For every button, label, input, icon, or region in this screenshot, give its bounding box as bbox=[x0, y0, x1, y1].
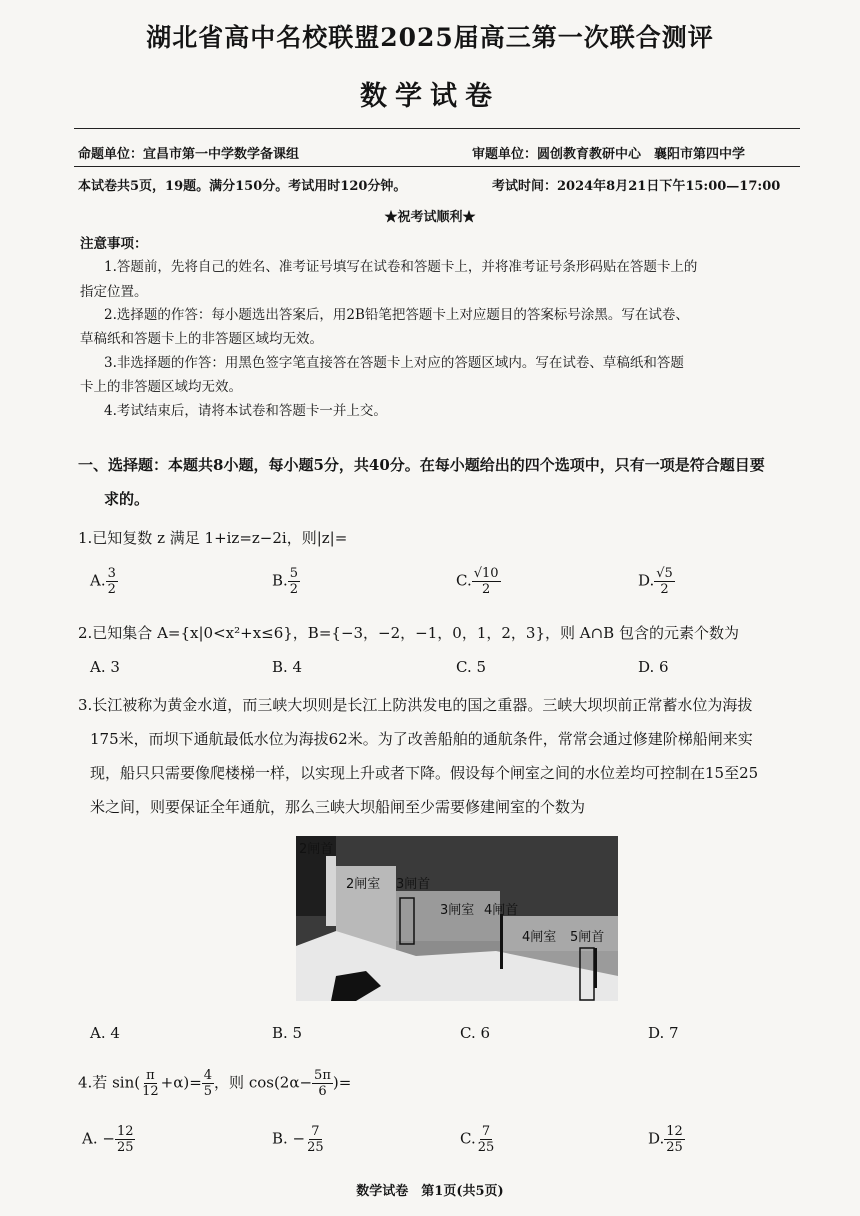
q3-line1: 3.长江被称为黄金水道，而三峡大坝则是长江上防洪发电的国之重器。三峡大坝坝前正常蓄水位为海拔 bbox=[78, 696, 753, 714]
q2-option-b: B. 4 bbox=[272, 658, 303, 676]
q1-stem: 1.已知复数 z 满足 1+iz=z−2i，则|z|= bbox=[78, 529, 348, 547]
q3-option-d: D. 7 bbox=[648, 1024, 679, 1042]
setter-unit: 命题单位：宜昌市第一中学数学备课组 bbox=[78, 147, 300, 162]
page-title: 湖北省高中名校联盟2025届高三第一次联合测评 bbox=[146, 23, 714, 52]
exam-time: 考试时间：2024年8月21日下午15:00—17:00 bbox=[492, 179, 781, 194]
label-lock-head-3: 3闸首 bbox=[396, 877, 431, 892]
q4-stem: 4.若 sin( $\frac{\pi}{12}$ +α)= $\frac{4}{5}$ ，则 cos(2α− $\frac{5\pi}{6}$ )= bbox=[78, 1068, 352, 1099]
reviewer-unit: 审题单位：圆创教育教研中心 襄阳市第四中学 bbox=[472, 147, 746, 162]
label-lock-chamber-4: 4闸室 bbox=[522, 930, 557, 945]
notice-item-2a: 2.选择题的作答：每小题选出答案后，用2B铅笔把答题卡上对应题目的答案标号涂黑。写在试卷、 bbox=[104, 307, 689, 323]
q3-line3: 现，船只只需要像爬楼梯一样，以实现上升或者下降。假设每个闸室之间的水位差均可控制在15至25 bbox=[90, 764, 759, 782]
notice-item-1b: 指定位置。 bbox=[80, 284, 148, 300]
label-lock-chamber-2: 2闸室 bbox=[346, 877, 381, 892]
ship-lock-figure bbox=[296, 836, 618, 1001]
notice-item-2b: 草稿纸和答题卡上的非答题区域均无效。 bbox=[80, 331, 323, 347]
q2-option-a: A. 3 bbox=[90, 658, 120, 676]
q2-stem: 2.已知集合 A={x|0<x²+x≤6}，B={−3，−2，−1，0，1，2，3}，则 A∩B 包含的元素个数为 bbox=[78, 624, 739, 642]
q4-option-b: B. − $\frac{7}{25}$ bbox=[272, 1124, 324, 1155]
paper-subtitle: 数学试卷 bbox=[360, 81, 500, 112]
q2-option-c: C. 5 bbox=[456, 658, 487, 676]
q3-line4: 米之间，则要保证全年通航，那么三峡大坝船闸至少需要修建闸室的个数为 bbox=[90, 798, 586, 816]
label-lock-head-2: 2闸首 bbox=[299, 842, 334, 857]
label-lock-chamber-3: 3闸室 bbox=[440, 903, 475, 918]
notice-item-4: 4.考试结束后，请将本试卷和答题卡一并上交。 bbox=[104, 403, 387, 419]
exam-info: 本试卷共5页，19题。满分150分。考试用时120分钟。 bbox=[78, 179, 407, 194]
notice-title: 注意事项： bbox=[80, 236, 148, 252]
q2-option-d: D. 6 bbox=[638, 658, 669, 676]
divider-middle bbox=[74, 166, 800, 167]
q3-option-a: A. 4 bbox=[90, 1024, 120, 1042]
q1-option-a: A. $\frac{3}{2}$ bbox=[90, 566, 116, 597]
notice-item-3b: 卡上的非答题区域均无效。 bbox=[80, 379, 242, 395]
q4-option-d: D. $\frac{12}{25}$ bbox=[648, 1124, 683, 1155]
q1-option-b: B. $\frac{5}{2}$ bbox=[272, 566, 299, 597]
q1-option-c: C. $\frac{√10}{2}$ bbox=[456, 566, 499, 597]
divider-top bbox=[74, 128, 800, 129]
page-footer: 数学试卷 第1页(共5页) bbox=[356, 1184, 504, 1199]
section-heading-line1: 一、选择题：本题共8小题，每小题5分，共40分。在每小题给出的四个选项中，只有一项是符合题目要 bbox=[78, 456, 765, 474]
q4-option-c: C. $\frac{7}{25}$ bbox=[460, 1124, 495, 1155]
label-lock-head-5: 5闸首 bbox=[570, 930, 605, 945]
label-lock-head-4: 4闸首 bbox=[484, 903, 519, 918]
notice-item-3a: 3.非选择题的作答：用黑色签字笔直接答在答题卡上对应的答题区域内。写在试卷、草稿纸和答题 bbox=[104, 355, 684, 371]
blessing: ★祝考试顺利★ bbox=[384, 210, 476, 225]
q3-option-b: B. 5 bbox=[272, 1024, 303, 1042]
q4-option-a: A. − $\frac{12}{25}$ bbox=[82, 1124, 134, 1155]
q3-option-c: C. 6 bbox=[460, 1024, 491, 1042]
ship-lock-diagram bbox=[296, 836, 618, 1001]
section-heading-line2: 求的。 bbox=[104, 490, 150, 508]
q3-line2: 175米，而坝下通航最低水位为海拔62米。为了改善船舶的通航条件，常常会通过修建阶梯船闸来实 bbox=[90, 730, 753, 748]
notice-item-1a: 1.答题前，先将自己的姓名、准考证号填写在试卷和答题卡上，并将准考证号条形码贴在答题卡上的 bbox=[104, 259, 698, 275]
q1-option-d: D. $\frac{√5}{2}$ bbox=[638, 566, 673, 597]
